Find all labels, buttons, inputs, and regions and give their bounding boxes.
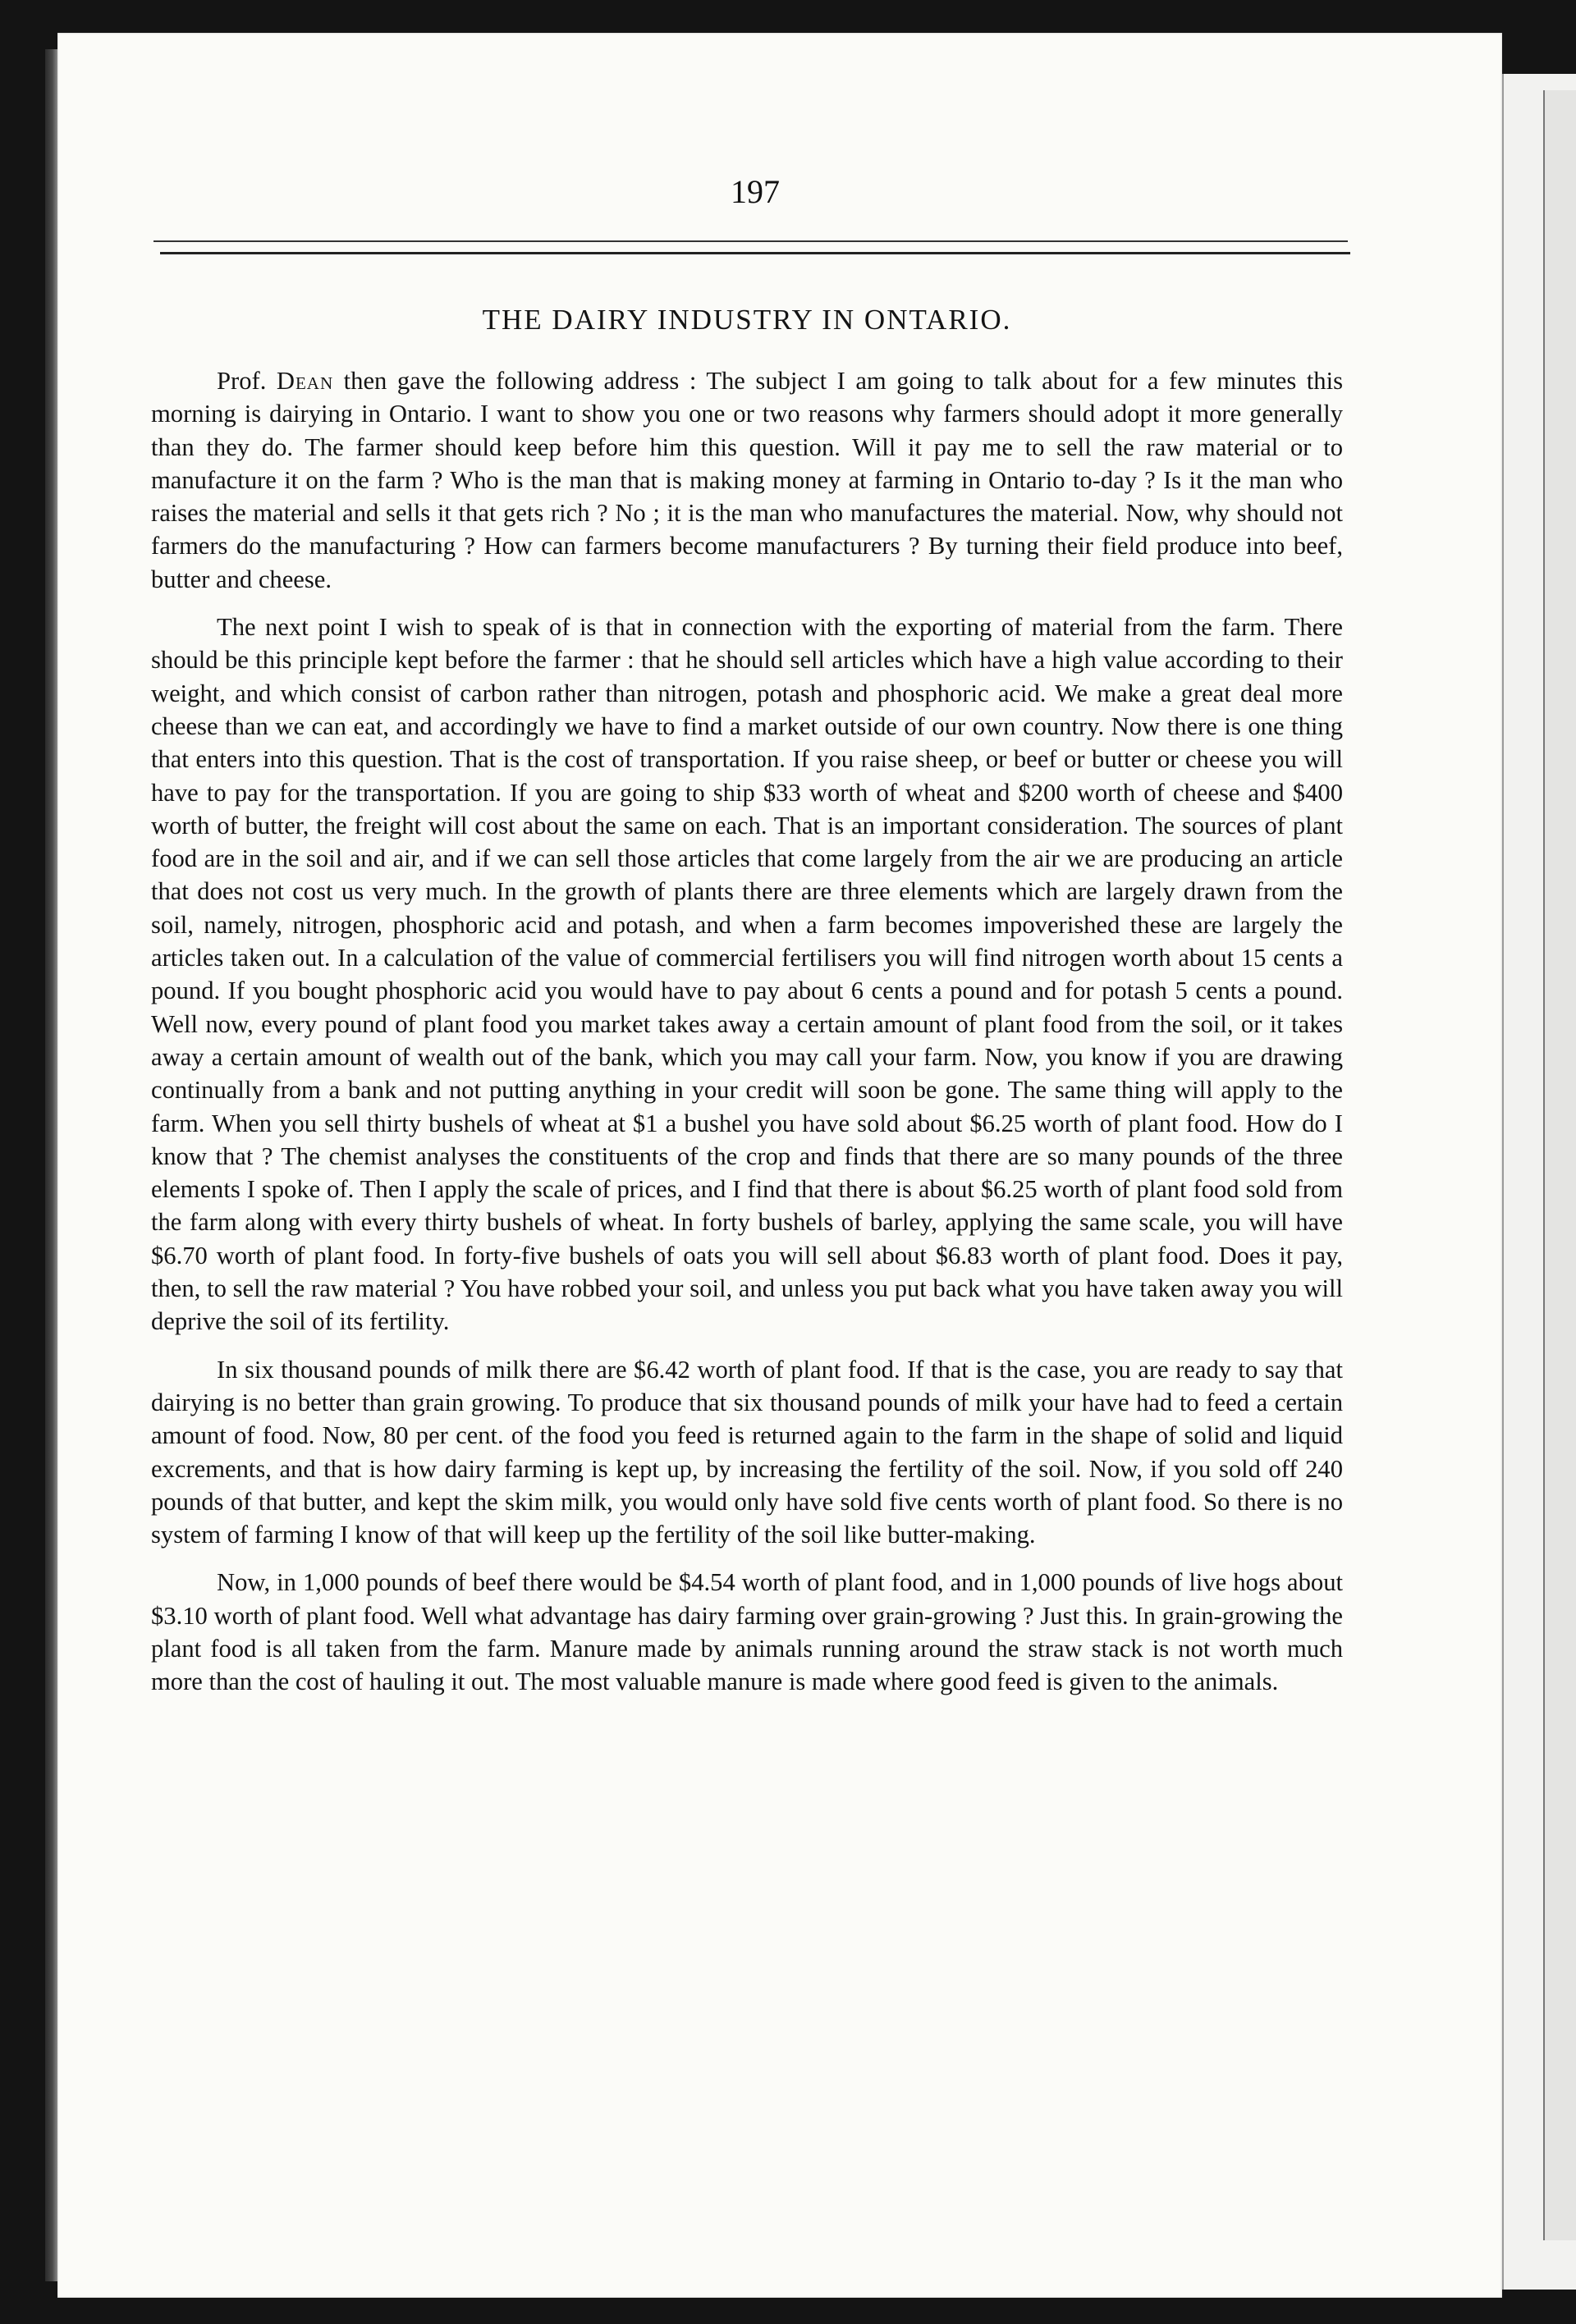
paragraph-1-text: then gave the following address : The subject I am going to talk about for a few minutes this morning is dairying in Ontario. I want to show you one or two reasons why farmers should adopt it more generally than they do. The farmer should keep before him this question. Will it pay me to sell the raw material or to manufacture it on the farm ? Who is the man that is making money at farming in Ontario to-day ? Is it the man who raises the material and sells it that gets rich ? No ; it is the man who manufactures the material. Now, why should not farmers do the manufacturing ? How can farmers become manufacturers ? By turning their field produce into beef, butter and cheese. [151, 367, 1343, 593]
paragraph-2: The next point I wish to speak of is that in connection with the exporting of material from the farm. There should be this principle kept before the farmer : that he should sell articles which have a high value according to their weight, and which consist of carbon rather than nitrogen, potash and phosphoric acid. We make a great deal more cheese than we can eat, and accordingly we have to find a market outside of our own country. Now there is one thing that enters into this question. That is the cost of transportation. If you raise sheep, or beef or butter or cheese you will have to pay for the transportation. If you are going to ship $33 worth of wheat and $200 worth of cheese and $400 worth of butter, the freight will cost about the same on each. That is an important consideration. The sources of plant food are in the soil and air, and if we can sell those articles that come largely from the air we are producing an article that does not cost us very much. In the growth of plants there are three elements which are largely drawn from the soil, namely, nitrogen, phosphoric acid and potash, and when a farm becomes impoverished these are largely the articles taken out. In a calculation of the value of commercial fertilisers you will find nitrogen worth about 15 cents a pound. If you bought phosphoric acid you would have to pay about 6 cents a pound and for potash 5 cents a pound. Well now, every pound of plant food you market takes away a certain amount of plant food from the soil, or it takes away a certain amount of wealth out of the bank, which you may call your farm. Now, you know if you are drawing continually from a bank and not putting anything in your credit will soon be gone. The same thing will apply to the farm. When you sell thirty bushels of wheat at $1 a bushel you have sold about $6.25 worth of plant food. How do I know that ? The chemist analyses the constituents of the crop and finds that there are so many pounds of the three elements I spoke of. Then I apply the scale of prices, and I find that there is about $6.25 worth of plant food sold from the farm along with every thirty bushels of wheat. In forty bushels of barley, applying the same scale, you will have $6.70 worth of plant food. In forty-five bushels of oats you will sell about $6.83 worth of plant food. Does it pay, then, to sell the raw material ? You have robbed your soil, and unless you put back what you have taken away you will deprive the soil of its fertility. [151, 613, 1343, 1336]
page-number: 197 [731, 173, 780, 210]
header-rule-thick [160, 252, 1350, 254]
paragraph-4: Now, in 1,000 pounds of beef there would be $4.54 worth of plant food, and in 1,000 pounds of live hogs about $3.10 worth of plant food. Well what advantage has dairy farming over grain-growing ? Just this. In grain-growing the plant food is all taken from the farm. Manure made by animals running around the straw stack is not worth much more than the cost of hauling it out. The most valuable manure is made where good feed is given to the animals. [151, 1568, 1343, 1696]
header-rule-thin [153, 240, 1348, 242]
article-title: THE DAIRY INDUSTRY IN ONTARIO. [482, 304, 1012, 336]
paragraph-3: In six thousand pounds of milk there are $6.42 worth of plant food. If that is the case, you are ready to say that dairying is no better than grain growing. To produce that six thousand pounds of milk your have had to feed a certain amount of food. Now, 80 per cent. of the food you feed is returned again to the farm in the shape of solid and liquid excrements, and that is how dairy farming is kept up, by increasing the fertility of the soil. Now, if you sold off 240 pounds of that butter, and kept the skim milk, you would only have sold five cents worth of plant food. So there is no system of farming I know of that will keep up the fertility of the soil like butter-making. [151, 1355, 1343, 1549]
next-page-edge-inner [1543, 90, 1576, 2240]
article-body [151, 304, 1343, 1713]
paragraph-1 [151, 364, 1343, 596]
speaker-name: Dean [276, 367, 334, 395]
speaker-prefix: Prof. [217, 367, 267, 395]
